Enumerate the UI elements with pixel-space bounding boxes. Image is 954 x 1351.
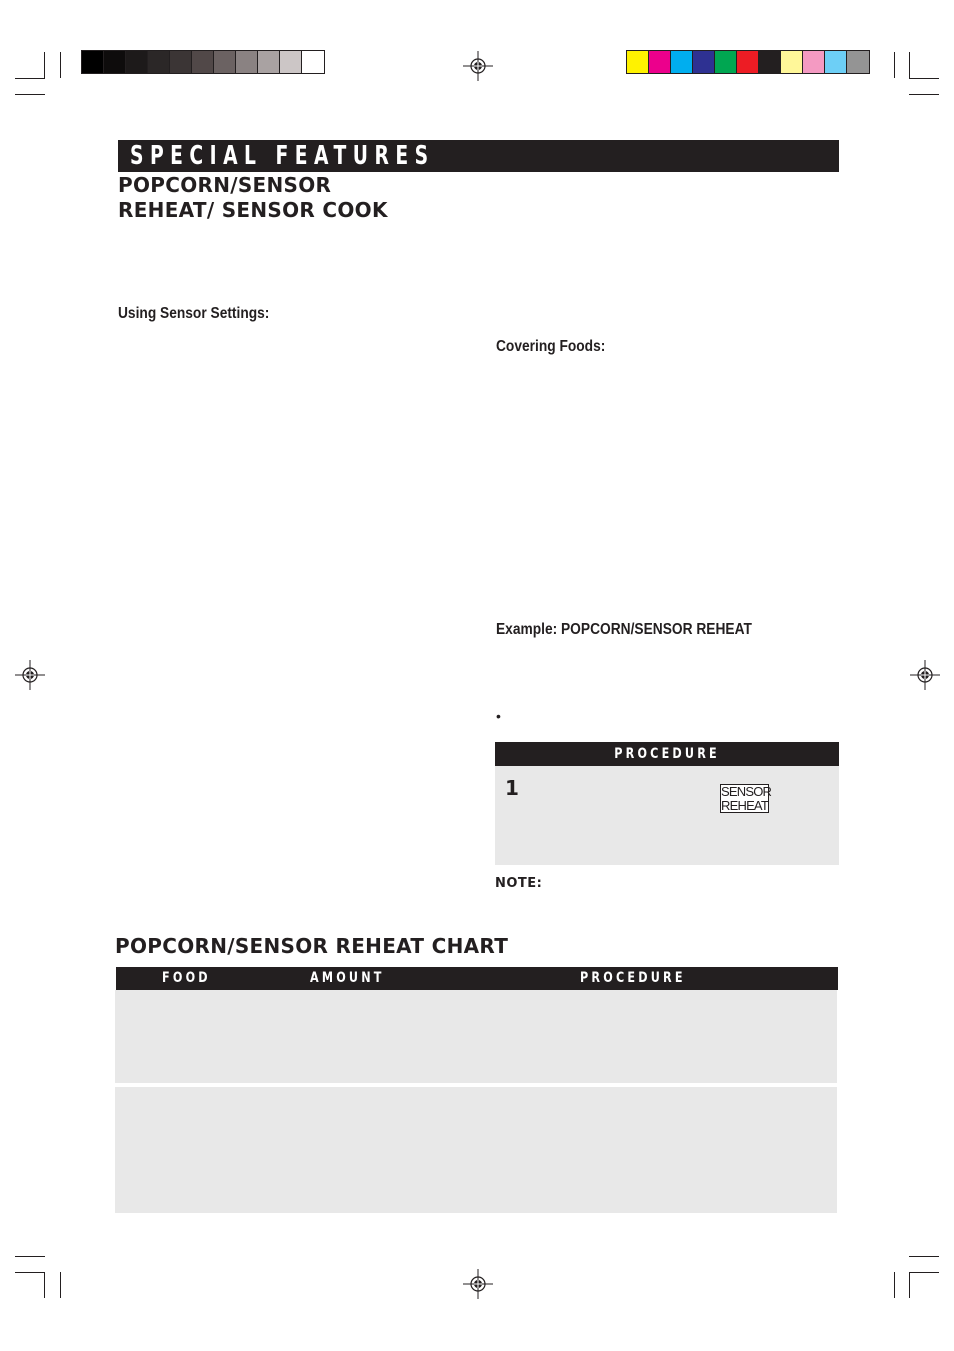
chart-header (116, 967, 838, 990)
color-swatch (82, 51, 104, 73)
registration-target-icon (910, 660, 940, 690)
procedure-header (495, 742, 839, 766)
registration-target-icon (463, 1269, 493, 1299)
color-swatch (803, 51, 825, 73)
chart-column-food: FOOD (162, 970, 211, 986)
registration-target-icon (463, 51, 493, 81)
crop-mark (44, 52, 45, 78)
crop-mark (909, 1256, 939, 1257)
color-swatch (126, 51, 148, 73)
crop-mark (909, 1272, 939, 1273)
crop-mark (909, 1272, 910, 1298)
grayscale-color-bar (81, 50, 325, 74)
sensor-reheat-key (720, 784, 772, 813)
color-swatch (214, 51, 236, 73)
crop-mark (15, 1256, 45, 1257)
registration-target-icon (15, 660, 45, 690)
crop-mark (60, 52, 61, 78)
color-swatch (781, 51, 803, 73)
crop-mark (15, 1272, 45, 1273)
chart-title: POPCORN/SENSOR REHEAT CHART (115, 934, 509, 958)
page-title-line1: POPCORN/SENSOR (118, 173, 332, 197)
section-banner (118, 140, 839, 172)
color-swatch (148, 51, 170, 73)
chart-column-amount: AMOUNT (310, 970, 385, 986)
color-swatch (104, 51, 126, 73)
crop-mark (15, 78, 45, 79)
color-swatch (847, 51, 869, 73)
table-row (115, 1087, 837, 1213)
note-label: NOTE: (495, 876, 543, 891)
crop-mark (44, 1272, 45, 1298)
page-title-line2: REHEAT/ SENSOR COOK (118, 198, 388, 222)
color-swatch (280, 51, 302, 73)
crop-mark (894, 1272, 895, 1298)
crop-mark (15, 94, 45, 95)
crop-mark (909, 78, 939, 79)
procedure-header-label: PROCEDURE (614, 746, 720, 762)
using-sensor-heading: Using Sensor Settings: (118, 305, 270, 322)
banner-title: SPECIAL FEATURES (130, 141, 435, 171)
crop-mark (909, 94, 939, 95)
color-swatch (693, 51, 715, 73)
crop-mark (60, 1272, 61, 1298)
process-color-bar (626, 50, 870, 74)
covering-foods-heading: Covering Foods: (496, 338, 606, 355)
chart-column-procedure: PROCEDURE (580, 970, 686, 986)
example-heading: Example: POPCORN/SENSOR REHEAT (496, 621, 752, 638)
color-swatch (236, 51, 258, 73)
step-number: 1 (505, 776, 519, 800)
color-swatch (170, 51, 192, 73)
color-swatch (258, 51, 280, 73)
color-swatch (627, 51, 649, 73)
color-swatch (671, 51, 693, 73)
key-label-line2: REHEAT (721, 798, 768, 813)
bullet: • (496, 708, 501, 724)
color-swatch (715, 51, 737, 73)
table-row (115, 990, 837, 1083)
crop-mark (909, 52, 910, 78)
color-swatch (737, 51, 759, 73)
color-swatch (192, 51, 214, 73)
procedure-body (495, 766, 839, 865)
crop-mark (894, 52, 895, 78)
color-swatch (649, 51, 671, 73)
key-label-line1: SENSOR (721, 784, 772, 799)
color-swatch (302, 51, 324, 73)
color-swatch (825, 51, 847, 73)
color-swatch (759, 51, 781, 73)
